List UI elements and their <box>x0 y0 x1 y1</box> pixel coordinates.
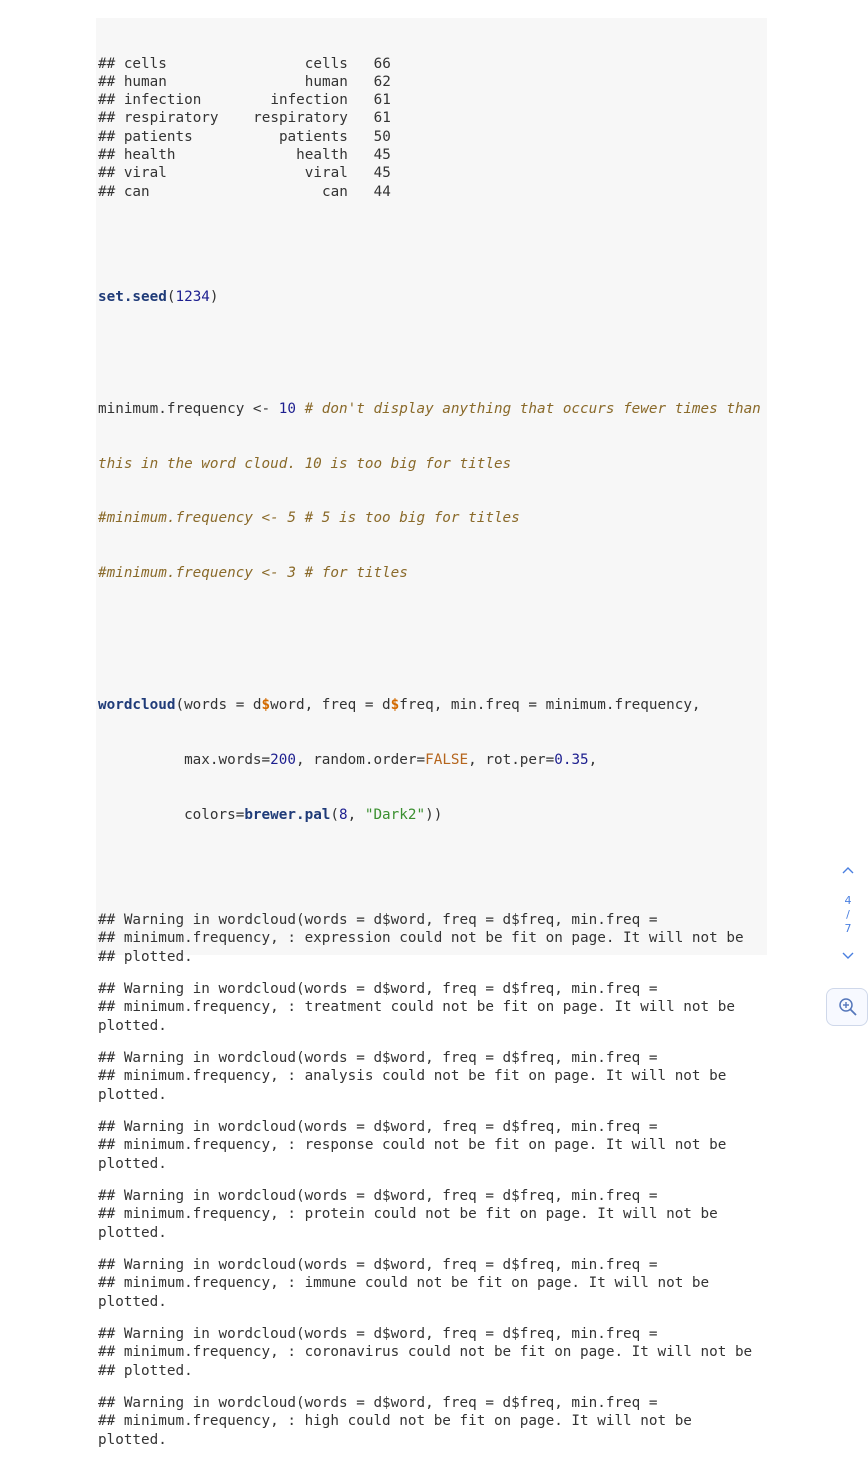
code-block <box>98 18 767 1467</box>
random-order-value: FALSE <box>425 751 469 768</box>
minfreq-line <box>98 400 767 418</box>
table-row <box>98 109 767 127</box>
table-row <box>98 91 767 109</box>
wc-part: , <box>347 806 365 823</box>
warning-line: ## Warning in wordcloud(words = d$word, freq = d$freq, min.freq = <box>98 1050 658 1067</box>
freq-cell: 61 <box>373 110 391 127</box>
warning-line: ## plotted. <box>98 948 193 965</box>
palette-name: "Dark2" <box>364 806 426 823</box>
warning-line: ## minimum.frequency, : analysis could not be fit on page. It will not be <box>98 1068 727 1085</box>
warning-line: plotted. <box>98 1155 167 1172</box>
word-cell: viral <box>304 165 348 182</box>
comment-alt-2: #minimum.frequency <- 3 # for titles <box>98 565 408 582</box>
zoom-in-icon <box>838 997 858 1017</box>
table-row <box>98 146 767 164</box>
output-prefix: ## <box>98 147 124 164</box>
word-cell: health <box>296 147 348 164</box>
wc-part: (words = d <box>175 696 262 713</box>
minfreq-assign: <- <box>244 400 279 417</box>
brewer-pal-function: brewer.pal <box>244 806 331 823</box>
warning-line: ## minimum.frequency, : expression could not be fit on page. It will not be <box>98 930 744 947</box>
row-name: human <box>123 73 167 90</box>
wc-part: , rot.per= <box>468 751 555 768</box>
page-total: 7 <box>844 922 852 935</box>
warning-block <box>98 1394 767 1449</box>
seed-value: 1234 <box>175 289 210 306</box>
output-prefix: ## <box>98 165 124 182</box>
warning-line: ## Warning in wordcloud(words = d$word, freq = d$freq, min.freq = <box>98 1394 658 1411</box>
freq-cell: 66 <box>373 55 391 72</box>
warning-line: ## Warning in wordcloud(words = d$word, freq = d$freq, min.freq = <box>98 981 658 998</box>
wc-part: word, freq = d <box>270 696 391 713</box>
word-cell: patients <box>278 128 348 145</box>
output-prefix: ## <box>98 55 124 72</box>
warning-line: plotted. <box>98 1224 167 1241</box>
word-cell: human <box>304 73 348 90</box>
seed-function: set.seed <box>98 289 167 306</box>
wc-part: , <box>588 751 598 768</box>
output-prefix: ## <box>98 92 124 109</box>
warning-line: plotted. <box>98 1293 167 1310</box>
freq-cell: 44 <box>373 183 391 200</box>
warning-block <box>98 1118 767 1173</box>
dollar-op: $ <box>390 696 400 713</box>
warning-line: ## minimum.frequency, : response could not be fit on page. It will not be <box>98 1137 727 1154</box>
warning-block <box>98 980 767 1035</box>
table-row <box>98 55 767 73</box>
word-cell: infection <box>270 92 348 109</box>
output-prefix: ## <box>98 110 124 127</box>
warnings <box>98 911 767 1449</box>
chevron-up-icon[interactable] <box>838 862 858 878</box>
page-navigator <box>834 860 862 970</box>
warning-line: ## Warning in wordcloud(words = d$word, freq = d$freq, min.freq = <box>98 1256 658 1273</box>
row-name: infection <box>123 92 202 109</box>
zoom-button[interactable] <box>826 988 868 1026</box>
wc-part: colors= <box>98 806 245 823</box>
output-prefix: ## <box>98 73 124 90</box>
warning-line: ## minimum.frequency, : treatment could not be fit on page. It will not be <box>98 999 735 1016</box>
wordcloud-line-1 <box>98 696 767 714</box>
warning-line: ## Warning in wordcloud(words = d$word, freq = d$freq, min.freq = <box>98 1119 658 1136</box>
warning-line: ## minimum.frequency, : immune could not be fit on page. It will not be <box>98 1275 710 1292</box>
warning-line: ## Warning in wordcloud(words = d$word, freq = d$freq, min.freq = <box>98 1188 658 1204</box>
warning-line: ## minimum.frequency, : protein could not be fit on page. It will not be <box>98 1206 718 1223</box>
word-cell: cells <box>304 55 348 72</box>
freq-cell: 61 <box>373 92 391 109</box>
page-separator: / <box>846 908 850 921</box>
wordcloud-function: wordcloud <box>98 696 176 713</box>
warning-block <box>98 1256 767 1311</box>
table-row <box>98 73 767 91</box>
warning-line: ## plotted. <box>98 1362 193 1379</box>
wc-part: max.words= <box>98 751 271 768</box>
rot-per-value: 0.35 <box>554 751 589 768</box>
row-name: health <box>123 147 176 164</box>
warning-line: plotted. <box>98 1086 167 1103</box>
minfreq-comment-1: # don't display anything that occurs fewer times than <box>295 400 761 417</box>
wc-part: )) <box>425 806 443 823</box>
spacer <box>98 860 767 874</box>
output-prefix: ## <box>98 183 124 200</box>
spacer <box>98 343 767 363</box>
output-prefix: ## <box>98 128 124 145</box>
output-table <box>98 55 767 201</box>
warning-block <box>98 1049 767 1104</box>
minfreq-value: 10 <box>278 400 296 417</box>
freq-cell: 45 <box>373 165 391 182</box>
warning-line: plotted. <box>98 1431 167 1448</box>
minfreq-var: minimum.frequency <box>98 400 245 417</box>
seed-line: set.seed(1234) <box>98 289 219 306</box>
wc-part: ( <box>330 806 340 823</box>
warning-block <box>98 1325 767 1380</box>
freq-cell: 45 <box>373 147 391 164</box>
table-row <box>98 164 767 182</box>
minfreq-comment-2: this in the word cloud. 10 is too big for titles <box>98 455 512 472</box>
row-name: cells <box>123 55 167 72</box>
warning-line: ## minimum.frequency, : coronavirus could not be fit on page. It will not be <box>98 1344 753 1361</box>
freq-cell: 62 <box>373 73 391 90</box>
warning-block <box>98 911 767 966</box>
spacer <box>98 238 767 252</box>
row-name: viral <box>123 165 167 182</box>
wordcloud-line-3 <box>98 806 767 824</box>
dollar-op: $ <box>261 696 271 713</box>
row-name: patients <box>123 128 193 145</box>
comment-alt-1: #minimum.frequency <- 5 # 5 is too big for titles <box>98 510 520 527</box>
table-row <box>98 128 767 146</box>
page-current: 4 <box>844 894 852 907</box>
wc-part: freq, min.freq = minimum.frequency, <box>399 696 701 713</box>
word-cell: can <box>322 183 348 200</box>
table-row <box>98 183 767 201</box>
chevron-down-icon[interactable] <box>838 948 858 964</box>
warning-line: ## minimum.frequency, : high could not be fit on page. It will not be <box>98 1413 692 1430</box>
warning-line: ## Warning in wordcloud(words = d$word, freq = d$freq, min.freq = <box>98 1325 658 1342</box>
warning-line: plotted. <box>98 1017 167 1034</box>
wc-part: , random.order= <box>295 751 426 768</box>
wordcloud-line-2 <box>98 751 767 769</box>
freq-cell: 50 <box>373 128 391 145</box>
warning-line: ## Warning in wordcloud(words = d$word, freq = d$freq, min.freq = <box>98 912 658 929</box>
row-name: respiratory <box>123 110 219 127</box>
spacer <box>98 619 767 659</box>
palette-size: 8 <box>339 806 348 823</box>
word-cell: respiratory <box>253 110 348 127</box>
row-name: can <box>123 183 150 200</box>
max-words-value: 200 <box>270 751 296 768</box>
warning-block <box>98 1187 767 1242</box>
